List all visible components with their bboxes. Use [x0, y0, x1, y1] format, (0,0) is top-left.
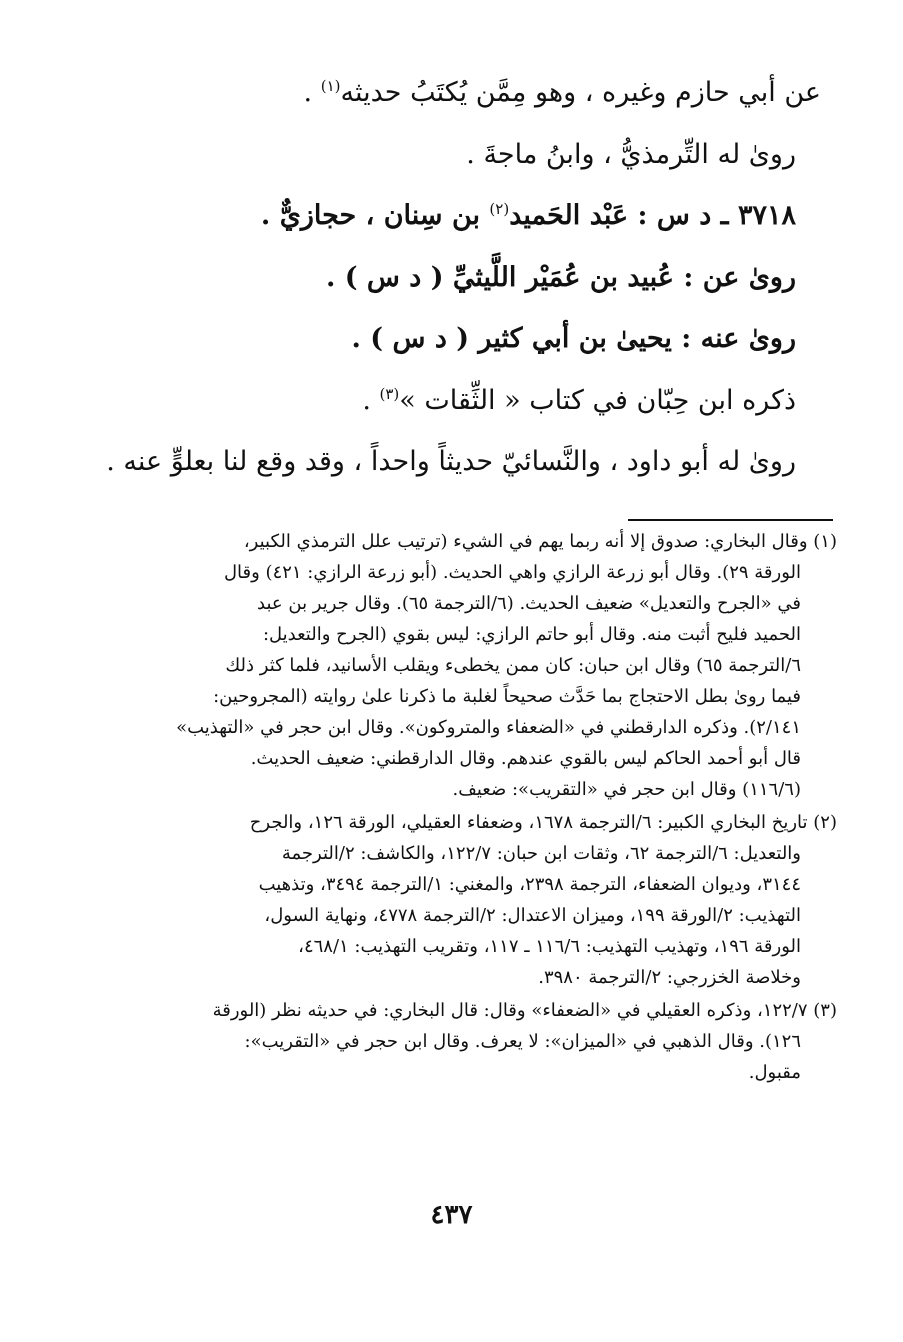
entry-name: عَبْد الحَميد — [509, 200, 629, 231]
narrated-from-line: روىٰ عن : عُبيد بن عُمَيْر اللَّيثيِّ ( د س ) . — [325, 261, 796, 293]
footnote-line: في «الجرح والتعديل» ضعيف الحديث. (٦/الترجمة ٦٥). وقال جرير بن عبد — [257, 593, 801, 614]
page-number: ٤٣٧ — [430, 1200, 473, 1230]
footnote-line: ١٢٦). وقال الذهبي في «الميزان»: لا يعرف. وقال ابن حجر في «التقريب»: — [244, 1031, 801, 1052]
footnote-line: الورقة ٢٩). وقال أبو زرعة الرازي واهي الحديث. (أبو زرعة الرازي: ٤٢١) وقال — [223, 562, 801, 583]
footnote-line: فيما روىٰ بطل الاحتجاج بما حَدَّث صحيحاً لغلبة ما ذكرنا علىٰ روايته (المجروحين: — [213, 686, 801, 707]
footnote-line: الحميد فليح أثبت منه. وقال أبو حاتم الرازي: ليس بقوي (الجرح والتعديل: — [262, 624, 801, 645]
main-line-7: روىٰ له أبو داود ، والنَّسائيّ حديثاً واحداً ، وقد وقع لنا بعلوٍّ عنه . — [106, 446, 796, 477]
footnote-line: وخلاصة الخزرجي: ٢/الترجمة ٣٩٨٠. — [538, 967, 801, 988]
footnote-ref-2: (٢) — [489, 200, 510, 218]
footnote-line: ٣١٤٤، وديوان الضعفاء، الترجمة ٢٣٩٨، والمغني: ١/الترجمة ٣٤٩٤، وتذهيب — [258, 874, 801, 895]
footnote-ref-3: (٣) — [379, 384, 400, 403]
footnote-ref-1: (١) — [320, 77, 341, 95]
entry-heading: ٣٧١٨ ـ د س : عَبْد الحَميد$^{(٢)}$ بن سِنان ، حجازيٌّ . — [260, 200, 796, 231]
footnote-line: ٢/١٤١). وذكره الدارقطني في «الضعفاء والمتروكون». وقال ابن حجر في «التهذيب» — [176, 717, 801, 738]
footnote-line: والتعديل: ٦/الترجمة ٦٢، وثقات ابن حبان: ١٢٢/٧، والكاشف: ٢/الترجمة — [281, 843, 801, 864]
footnote-line: (١١٦/٦) وقال ابن حجر في «التقريب»: ضعيف. — [452, 779, 801, 800]
entry-number: ٣٧١٨ ـ د س : — [628, 200, 796, 231]
footnote-line: (٣) ١٢٢/٧، وذكره العقيلي في «الضعفاء» وقال: قال البخاري: في حديثه نظر (الورقة — [212, 1000, 837, 1021]
footnotes — [66, 526, 837, 1090]
footnote-divider — [628, 519, 833, 521]
main-line-1: عن أبي حازم وغيره ، وهو مِمَّن يُكتَبُ حديثه$^{(١)}$ . — [303, 77, 821, 108]
footnote-line: قال أبو أحمد الحاكم ليس بالقوي عندهم. وقال الدارقطني: ضعيف الحديث. — [250, 748, 801, 769]
main-line-6: ذكره ابن حِبّان في كتاب « الثِّقات »$^{(٣)}$ . — [362, 384, 796, 416]
footnote-line: ٦/الترجمة ٦٥) وقال ابن حبان: كان ممن يخطىء ويقلب الأسانيد، فلما كثر ذلك — [225, 655, 801, 676]
footnote-line: مقبول. — [748, 1062, 801, 1083]
narrated-by-line: روىٰ عنه : يحيىٰ بن أبي كثير ( د س ) . — [351, 323, 796, 354]
footnote-2 — [66, 807, 837, 993]
main-text — [90, 62, 821, 493]
footnote-line: (١) وقال البخاري: صدوق إلا أنه ربما يهم في الشيء (ترتيب علل الترمذي الكبير، — [243, 531, 837, 552]
main-line-2: روىٰ له التِّرمذيُّ ، وابنُ ماجةَ . — [466, 138, 796, 170]
footnote-line: (٢) تاريخ البخاري الكبير: ٦/الترجمة ١٦٧٨، وضعفاء العقيلي، الورقة ١٢٦، والجرح — [249, 812, 837, 833]
footnote-3 — [66, 995, 837, 1088]
footnote-line: التهذيب: ٢/الورقة ١٩٩، وميزان الاعتدال: ٢/الترجمة ٤٧٧٨، ونهاية السول، — [264, 905, 801, 926]
footnote-line: الورقة ١٩٦، وتهذيب التهذيب: ١١٦/٦ ـ ١١٧، وتقريب التهذيب: ٤٦٨/١، — [298, 936, 801, 957]
footnote-1 — [66, 526, 837, 805]
